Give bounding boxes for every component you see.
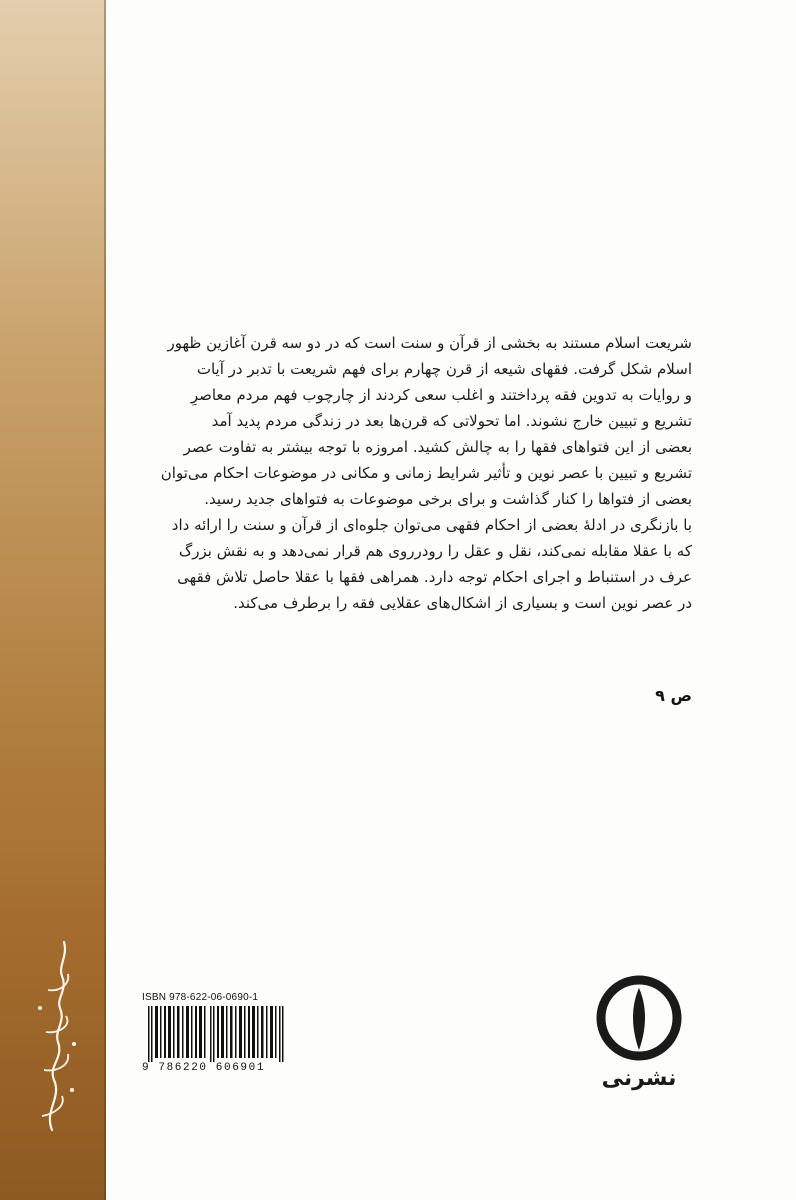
blurb-line: در عصر نوین است و بسیاری از اشکال‌های عقلایی فقه را برطرف می‌کند. bbox=[233, 594, 692, 612]
isbn-label: ISBN 978-622-06-0690-1 bbox=[142, 992, 259, 1003]
blurb-line: که با عقلا مقابله نمی‌کند، نقل و عقل را رودرروی هم قرار نمی‌دهد و به نقش بزرگ bbox=[178, 542, 692, 560]
isbn-barcode bbox=[142, 994, 290, 1078]
back-cover-blurb bbox=[128, 330, 692, 616]
page-reference: ص ۹ bbox=[655, 686, 692, 705]
calligraphy-signature-icon bbox=[14, 920, 94, 1140]
book-spine bbox=[0, 0, 106, 1200]
blurb-line: شریعت اسلام مستند به بخشی از قرآن و سنت است که در دو سه قرن آغازین ظهور bbox=[167, 334, 692, 352]
publisher-name: نشرنی bbox=[601, 1066, 677, 1091]
blurb-line: با بازنگری در ادلهٔ بعضی از احکام فقهی می‌توان جلوه‌ای از قرآن و سنت را ارائه داد bbox=[171, 516, 692, 534]
barcode-icon bbox=[142, 1006, 290, 1062]
blurb-line: تشریع و تبیین با عصر نوین و تأثیر شرایط زمانی و مکانی در موضوعات احکام می‌توان bbox=[160, 464, 692, 482]
blurb-line: و روایات به تدوین فقه پرداختند و اغلب سعی کردند از چارچوب فهم مردم معاصرِ bbox=[190, 386, 692, 404]
blurb-line: بعضی از فتواها را کنار گذاشت و برای برخی موضوعات به فتواهای جدید رسید. bbox=[204, 490, 692, 508]
blurb-line: بعضی از این فتواهای فقها را به چالش کشید. امروزه با توجه بیشتر به تفاوت عصر bbox=[183, 438, 692, 456]
barcode-number: 9 786220 606901 bbox=[142, 1062, 266, 1074]
blurb-line: عرف در استنباط و اجرای احکام توجه دارد. همراهی فقها با عقلا حاصل تلاش فقهی bbox=[177, 568, 692, 586]
blurb-line: تشریع و تبیین خارج نشوند. اما تحولاتی که قرن‌ها بعد در زندگی مردم پدید آمد bbox=[211, 412, 692, 430]
blurb-line: اسلام شکل گرفت. فقهای شیعه از قرن چهارم برای فهم شریعت با تدبر در آیات bbox=[196, 360, 692, 378]
